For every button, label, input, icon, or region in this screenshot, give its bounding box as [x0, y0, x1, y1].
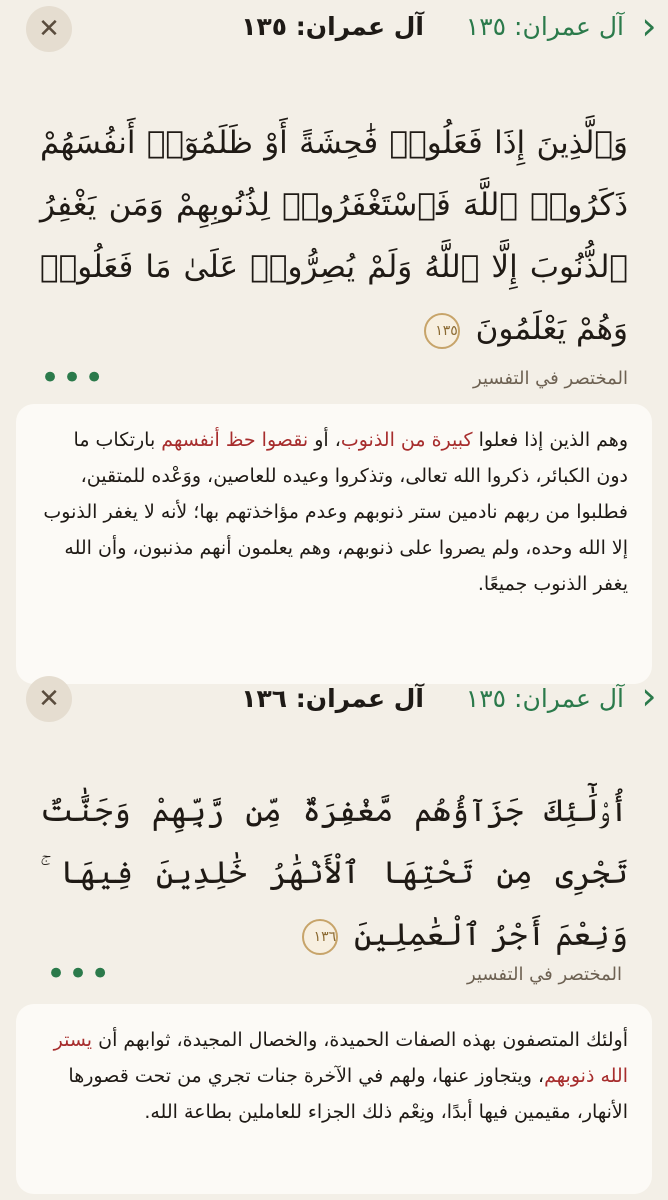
tafsir-card [16, 404, 652, 684]
ayah-text: أُو۟لَٰٓئِكَ جَزَآؤُهُم مَّغْفِرَةٌ مِّن رَّبِّهِمْ وَجَنَّٰتٌ تَجْرِى مِن تَحْتِهَا ٱلْأَنْهَٰرُ خَٰلِدِينَ فِيهَا ۚ وَنِعْمَ أَجْرُ ٱلْعَٰمِلِينَ [40, 793, 628, 953]
tafsir-text-part: أولئك المتصفون بهذه الصفات الحميدة، والخصال المجيدة، ثوابهم أن [92, 1029, 628, 1051]
ayah-text: وَٱلَّذِينَ إِذَا فَعَلُوا۟ فَٰحِشَةً أَوْ ظَلَمُوٓا۟ أَنفُسَهُمْ ذَكَرُوا۟ ٱللَّهَ فَٱسْتَغْفَرُوا۟ لِذُنُوبِهِمْ وَمَن يَغْفِرُ ٱلذُّنُوبَ إِلَّا ٱللَّهُ وَلَمْ يُصِرُّوا۟ عَلَىٰ مَا فَعَلُوا۟ وَهُمْ يَعْلَمُونَ [40, 125, 628, 347]
ayah-panel-136 [0, 676, 668, 1200]
more-options-button[interactable]: ••• [46, 964, 113, 988]
panel-header [0, 0, 668, 60]
previous-ayah-link[interactable]: آل عمران: ١٣٥ [465, 684, 624, 713]
tafsir-text-part: بارتكاب ما دون الكبائر، ذكروا الله تعالى، وتذكروا وعيده للعاصين، ووَعْده للمتقين، فطلبوا من ربهم نادمين ستر ذنوبهم وعدم مؤاخذتهم بها؛ لأنه لا يغفر الذنوب إلا الله وحده، ولم يصروا على ذنوبهم، وهم يعلمون أنهم مذنبون، وأن الله يغفر الذنوب جميعًا. [43, 429, 628, 595]
tafsir-highlight[interactable]: يستر الله ذنوبهم [53, 1029, 628, 1087]
close-button[interactable] [26, 676, 72, 722]
tafsir-text-part: ، ويتجاوز عنها، ولهم في الآخرة جنات تجري من تحت قصورها الأنهار، مقيمين فيها أبدًا، ونِعْم ذلك الجزاء للعاملين بطاعة الله. [68, 1065, 628, 1123]
tafsir-highlight[interactable]: نقصوا حظ أنفسهم [161, 429, 309, 451]
tafsir-source-label: المختصر في التفسير [467, 964, 622, 985]
close-icon: ✕ [38, 14, 60, 44]
close-icon: ✕ [38, 684, 60, 714]
tafsir-text-part: ، أو [308, 429, 341, 451]
tafsir-text-part: وهم الذين إذا فعلوا [472, 429, 628, 451]
chevron-left-icon[interactable]: ‹ [641, 674, 657, 718]
chevron-left-icon[interactable]: ‹ [641, 4, 657, 48]
ayah-text-block [40, 780, 628, 966]
ayah-number-badge: ١٣٥ [424, 313, 460, 349]
tafsir-highlight[interactable]: كبيرة من الذنوب [340, 429, 473, 451]
tafsir-source-label: المختصر في التفسير [473, 368, 628, 389]
close-button[interactable] [26, 6, 72, 52]
previous-ayah-link[interactable]: آل عمران: ١٣٥ [465, 12, 624, 41]
panel-title: آل عمران: ١٣٦ [241, 684, 424, 713]
panel-header [0, 676, 668, 736]
ayah-number-badge: ١٣٦ [302, 919, 338, 955]
ayah-text-block [40, 112, 628, 360]
more-options-button[interactable]: ••• [40, 368, 107, 392]
tafsir-card [16, 1004, 652, 1194]
panel-title: آل عمران: ١٣٥ [241, 12, 424, 41]
